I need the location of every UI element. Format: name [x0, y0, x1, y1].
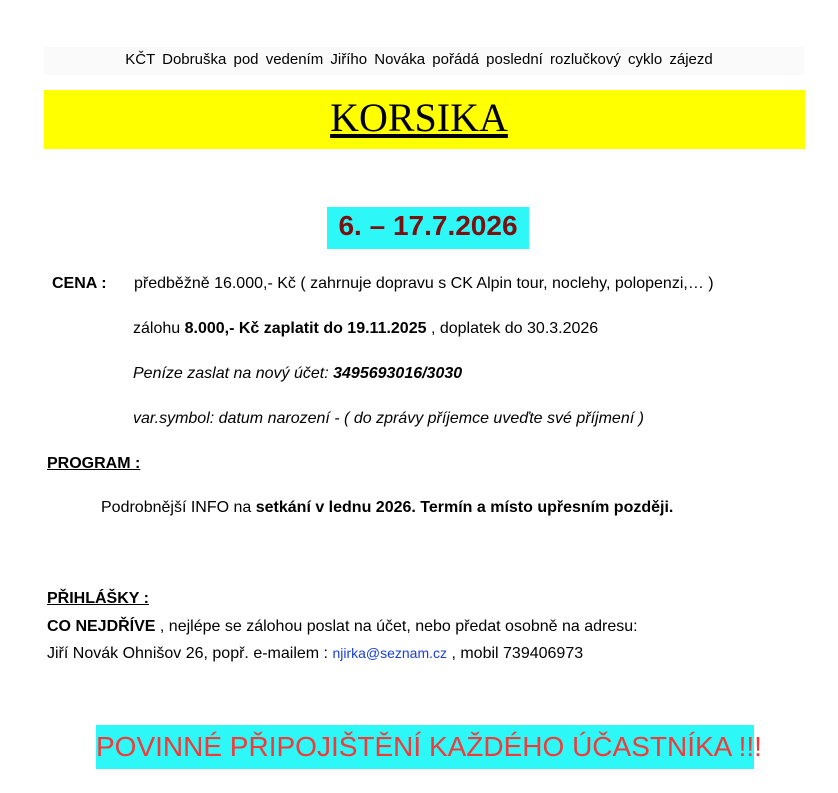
- mobile-text: , mobil 739406973: [447, 645, 584, 662]
- account-number: 3495693016/3030: [333, 365, 463, 382]
- deposit-line: [133, 320, 598, 338]
- account-line: [133, 365, 462, 383]
- asap-line: [47, 618, 638, 636]
- program-info-prefix: Podrobnější INFO na: [101, 499, 256, 516]
- insurance-warning: POVINNÉ PŘIPOJIŠTĚNÍ KAŽDÉHO ÚČASTNÍKA !!!: [96, 731, 762, 762]
- contact-line: [47, 645, 583, 663]
- deposit-suffix: , doplatek do 30.3.2026: [426, 320, 599, 337]
- price-label: CENA :: [52, 275, 107, 292]
- address-text: Jiří Novák Ohnišov 26, popř. e-mailem :: [47, 645, 333, 662]
- program-label: PROGRAM :: [47, 455, 141, 472]
- announcement-text: KČT Dobruška pod vedením Jiřího Nováka pořádá poslední rozlučkový cyklo zájezd: [125, 51, 713, 68]
- deposit-prefix: zálohu: [133, 320, 185, 337]
- program-info-bold: setkání v lednu 2026. Termín a místo upřesním později.: [255, 499, 674, 516]
- page-title: KORSIKA: [330, 95, 508, 140]
- email-link[interactable]: njirka@seznam.cz: [332, 645, 448, 661]
- varsymbol-line: var.symbol: datum narození - ( do zprávy příjemce uveďte své příjmení ): [133, 410, 644, 427]
- program-info: [101, 499, 673, 517]
- registration-label: PŘIHLÁŠKY :: [47, 590, 149, 607]
- deposit-amount: 8.000,- Kč zaplatit do 19.11.2025: [184, 320, 427, 337]
- account-label: Peníze zaslat na nový účet:: [133, 365, 334, 382]
- asap-bold: CO NEJDŘÍVE: [47, 618, 156, 635]
- trip-date: 6. – 17.7.2026: [338, 210, 518, 241]
- price-text: předběžně 16.000,- Kč ( zahrnuje dopravu s CK Alpin tour, noclehy, polopenzi,… ): [134, 275, 714, 292]
- asap-text: , nejlépe se zálohou poslat na účet, nebo předat osobně na adresu:: [155, 618, 638, 635]
